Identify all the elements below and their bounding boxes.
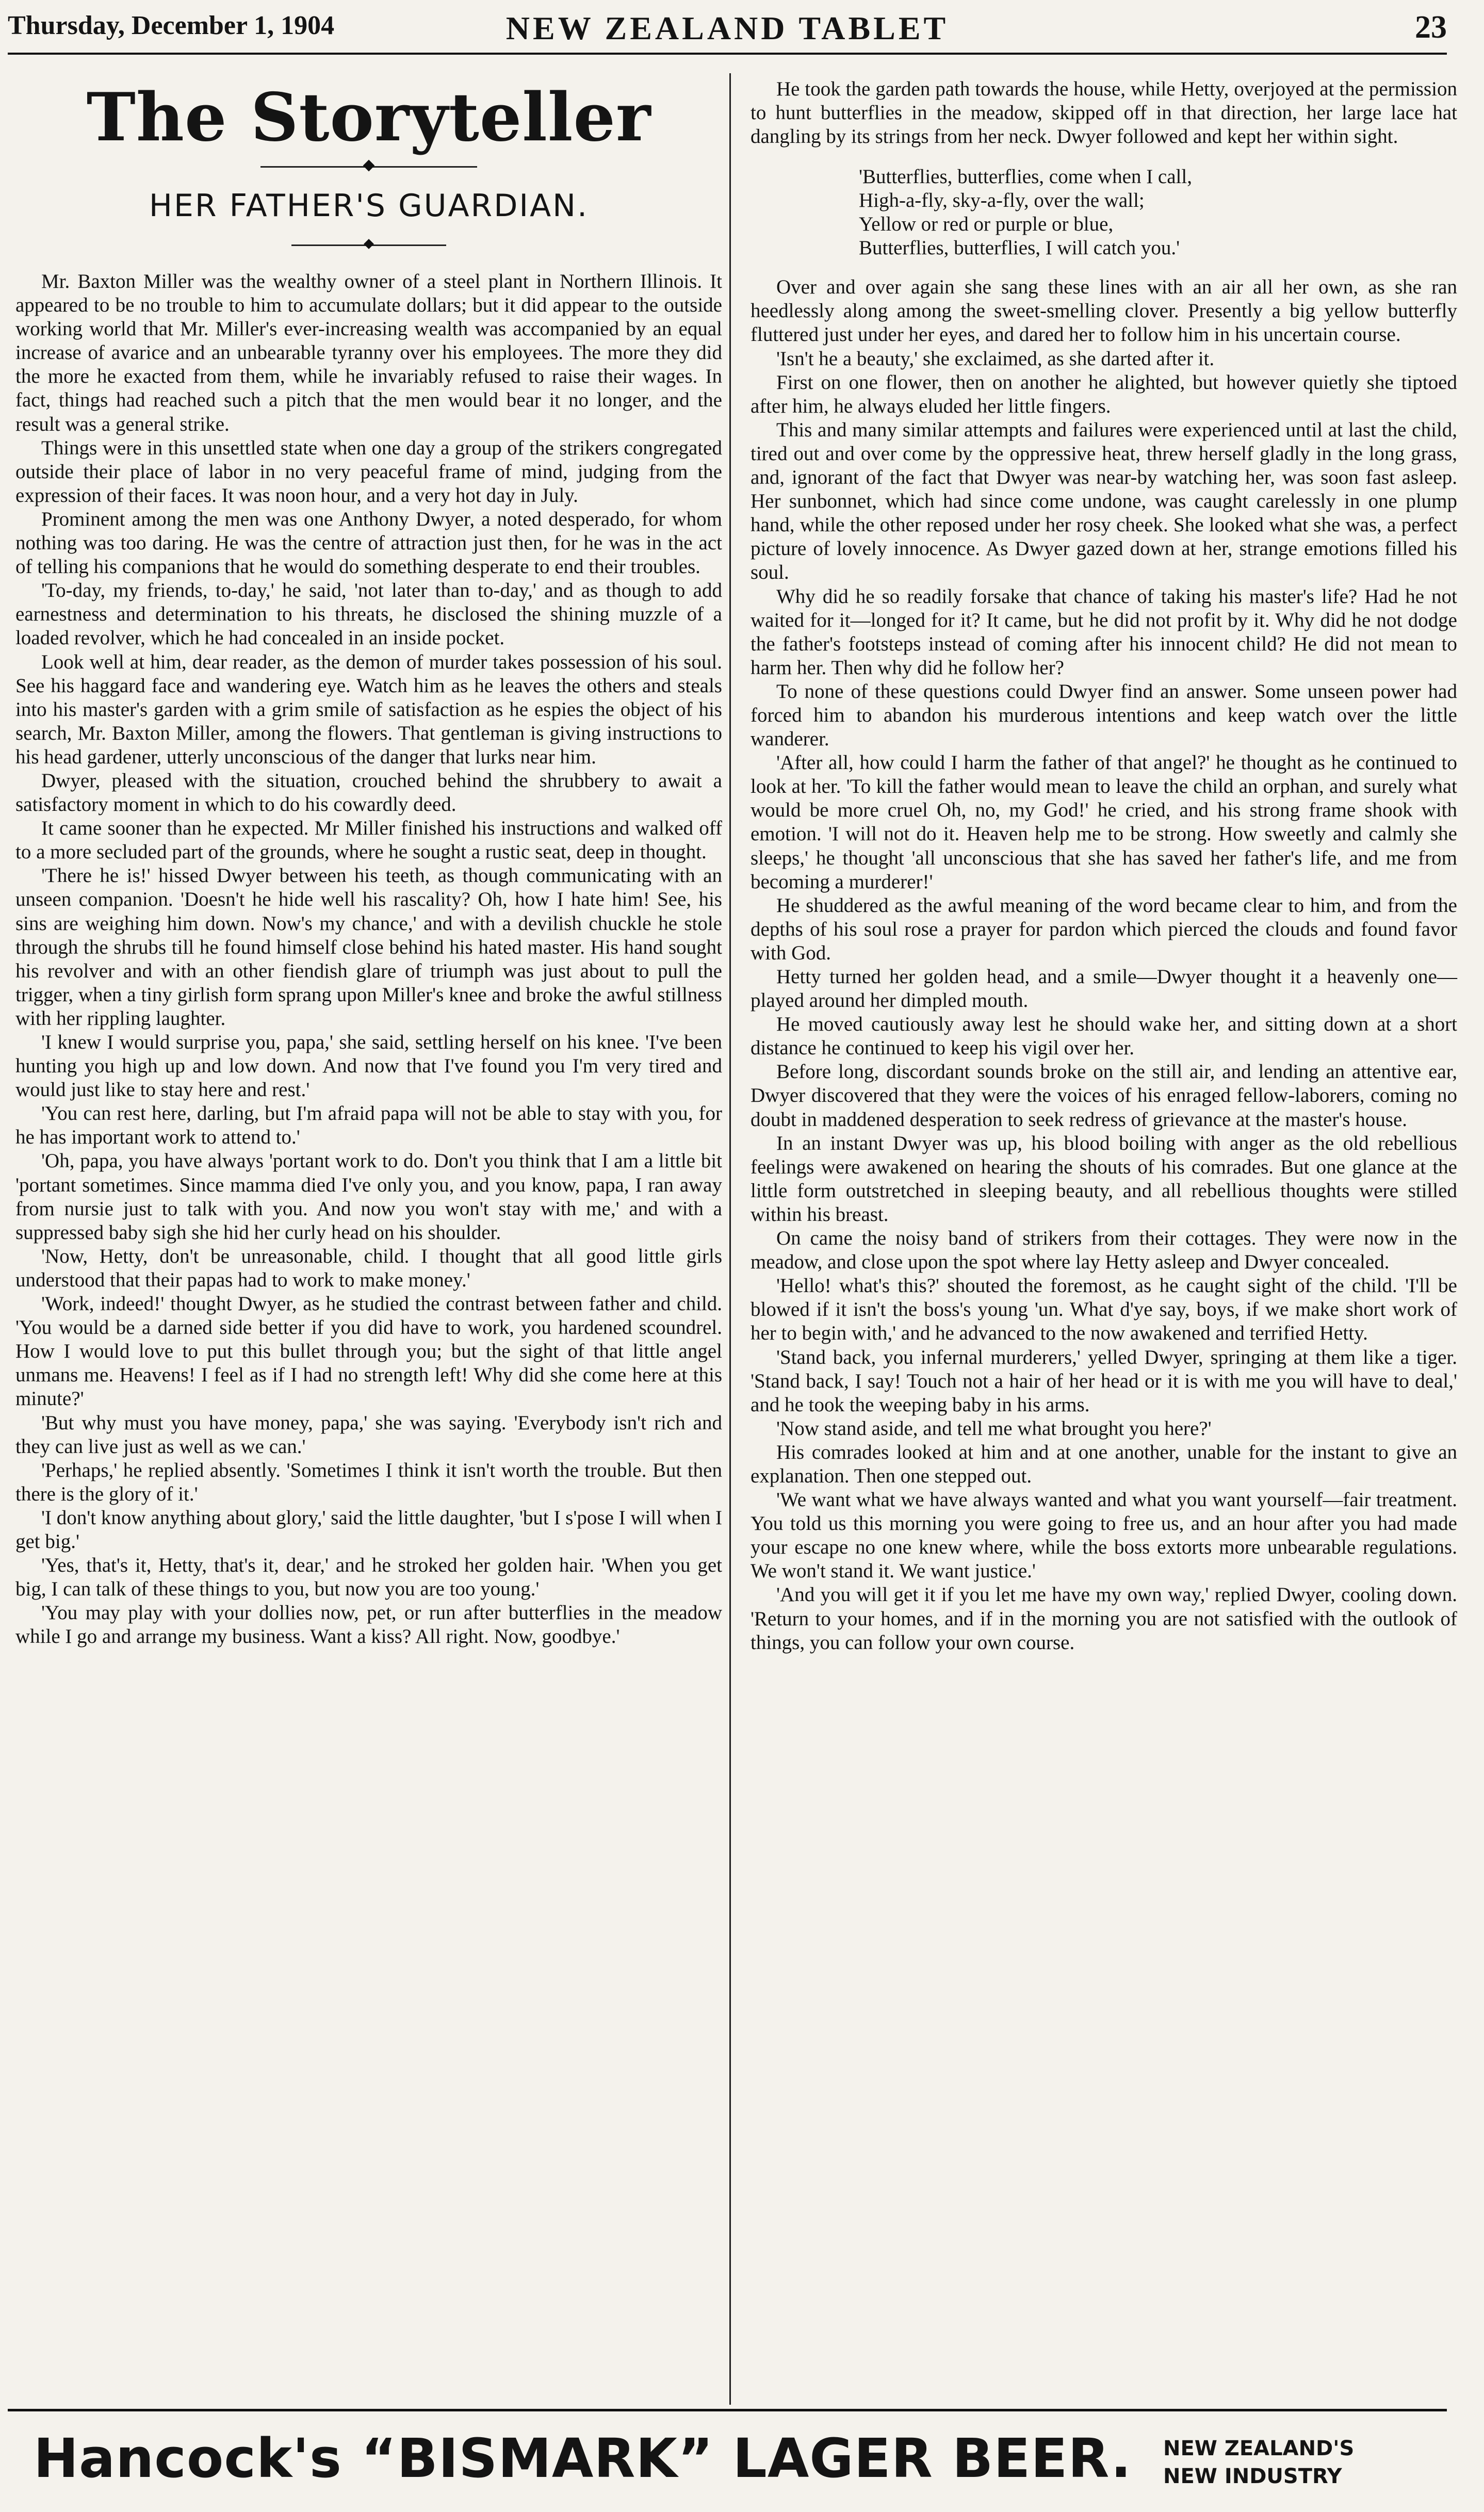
right-paragraphs [751,275,1457,1654]
poem-line: High-a-fly, sky-a-fly, over the wall; [859,189,1145,212]
story-paragraph: 'You may play with your dollies now, pet, or run after butterflies in the meadow while I go and arrange my business. Want a kiss? All right. Now, goodbye.' [15,1602,722,1648]
section-title: The Storyteller [86,79,651,156]
column-divider [729,73,731,2405]
story-paragraph: Before long, discordant sounds broke on the still air, and lending an attentive ear, Dwyer discovered that they were the voices of his enraged fellow-laborers, coming no doubt in maddened desperation to seek redress of grievance at the master's house. [751,1061,1457,1131]
story-paragraph: 'There he is!' hissed Dwyer between his teeth, as though communicating with an unseen companion. 'Doesn't he hide well his rascality? Oh, how I hate him! See, his sins are weighing him down. Now's my chance,' and with a devilish chuckle he stole through the shrubs till he found himself close behind his hated master. His hand sought his revolver and with an other fiendish glare of triumph was just about to pull the trigger, when a tiny girlish form sprang upon Miller's knee and broke the awful stillness with her rippling laughter. [15,864,722,1030]
right-opening-paragraphs [751,77,1457,149]
title-ornament [15,161,722,172]
story-paragraph: 'I knew I would surprise you, papa,' she said, settling herself on his knee. 'I've been hunting you high up and low down. And now that I've found you I'm very tired and would just like to stay here and rest.' [15,1031,722,1101]
tagline-line-1: NEW ZEALAND'S [1163,2437,1355,2460]
left-column [15,75,722,1649]
poem-line: 'Butterflies, butterflies, come when I call, [859,166,1192,188]
story-paragraph: Why did he so readily forsake that chance of taking his master's life? Had he not waited for it—longed for it? It came, but he did not profit by it. Why did he not dodge the father's footsteps instead of coming after his innocent child? He did not mean to harm her. Then why did he follow her? [751,585,1457,679]
page-header [8,9,1447,55]
newspaper-name: NEW ZEALAND TABLET [505,10,949,46]
story-paragraph: 'After all, how could I harm the father of that angel?' he thought as he continued to look at her. 'To kill the father would mean to leave the child an orphan, and surely what would be more cruel Oh, no, my God!' he cried, and his strong frame shook with emotion. 'I will not do it. Heaven help me to be strong. How sweetly and calmly she sleeps,' he thought 'all unconscious that she has saved her father's life, and me from becoming a murderer!' [751,752,1457,893]
issue-date: Thursday, December 1, 1904 [8,11,335,40]
story-paragraph: This and many similar attempts and failures were experienced until at last the child, tired out and over come by the oppressive heat, threw herself gladly in the long grass, and, ignorant of the fact that Dwyer was near-by watching her, was soon fast asleep. Her sunbonnet, which had since come undone, was caught carelessly in one plump hand, while the other reposed under her rosy cheek. She looked what she was, a perfect picture of lovely innocence. As Dwyer gazed down at her, strange emotions filled his soul. [751,418,1457,584]
story-paragraph: 'Work, indeed!' thought Dwyer, as he studied the contrast between father and child. 'You would be a darned side better if you did have to work, you hardened scoundrel. How I would love to put this bullet through you; but the sight of that little angel unmans me. Heavens! I feel as if I had no strength left! Why did she come here at this minute?' [15,1293,722,1410]
story-paragraph: 'Hello! what's this?' shouted the foremost, as he caught sight of the child. 'I'll be blowed if it isn't the boss's young 'un. What d'ye say, boys, if we make short work of her to begin with,' and he advanced to the now awakened and terrified Hetty. [751,1275,1457,1345]
page-number: 23 [1415,10,1447,45]
story-paragraph: On came the noisy band of strikers from their cottages. They were now in the meadow, and close upon the spot where lay Hetty asleep and Dwyer concealed. [751,1227,1457,1274]
story-paragraph: Over and over again she sang these lines with an air all her own, as she ran heedlessly along among the sweet-smelling clover. Presently a big yellow butterfly fluttered just under her eyes, and dared her to follow him in his uncertain course. [751,276,1457,346]
story-title: HER FATHER'S GUARDIAN. [149,188,589,224]
story-paragraph: To none of these questions could Dwyer find an answer. Some unseen power had forced him to abandon his murderous intentions and keep watch over the little wanderer. [751,680,1457,751]
story-paragraph: Hetty turned her golden head, and a smile—Dwyer thought it a heavenly one—played around her dimpled mouth. [751,966,1457,1012]
story-paragraph: Dwyer, pleased with the situation, crouched behind the shrubbery to await a satisfactory moment in which to do his cowardly deed. [15,769,722,816]
story-paragraph: He moved cautiously away lest he should wake her, and sitting down at a short distance he continued to keep his vigil over her. [751,1013,1457,1059]
story-paragraph: 'To-day, my friends, to-day,' he said, 'not later than to-day,' and as though to add earnestness and determination to his threats, he disclosed the shining muzzle of a loaded revolver, which he had concealed in an inside pocket. [15,579,722,649]
tagline-line-2: NEW INDUSTRY [1163,2465,1342,2488]
story-paragraph: 'I don't know anything about glory,' said the little daughter, 'but I s'pose I will when I get big.' [15,1506,722,1553]
story-paragraph: 'But why must you have money, papa,' she was saying. 'Everybody isn't rich and they can live just as well as we can.' [15,1411,722,1458]
story-paragraph: 'We want what we have always wanted and what you want yourself—fair treatment. You told us this morning you were going to free us, and an hour after you had made your escape no one knew where, while the boss extorts more unbearable regulations. We won't stand it. We want justice.' [751,1489,1457,1583]
story-paragraph: First on one flower, then on another he alighted, but however quietly she tiptoed after him, he always eluded her little fingers. [751,371,1457,417]
story-paragraph: 'Yes, that's it, Hetty, that's it, dear,' and he stroked her golden hair. 'When you get big, I can talk of these things to you, but now you are too young.' [15,1554,722,1601]
story-paragraph: 'Oh, papa, you have always 'portant work to do. Don't you think that I am a little bit 'portant sometimes. Since mamma died I've only you, and you know, papa, I ran away from nursie just to talk with you. And now you won't stay with me,' and with a suppressed baby sigh she hid her curly head on his shoulder. [15,1150,722,1244]
story-paragraph: 'Stand back, you infernal murderers,' yelled Dwyer, springing at them like a tiger. 'Stand back, I say! Touch not a hair of her head or it is with me you will have to deal,' and he took the weeping baby in his arms. [751,1346,1457,1416]
poem-line: Yellow or red or purple or blue, [859,213,1114,236]
advertisement-footer [8,2409,1447,2504]
story-paragraph: Things were in this unsettled state when one day a group of the strikers congregated outside their place of labor in no very peaceful frame of mind, judging from the expression of their faces. It was noon hour, and a very hot day in July. [15,436,722,507]
right-column [751,77,1457,1655]
left-paragraphs [15,270,722,1649]
story-paragraph: It came sooner than he expected. Mr Miller finished his instructions and walked off to a more secluded part of the grounds, where he sought a rustic seat, deep in thought. [15,817,722,863]
butterfly-poem [859,165,1457,260]
beer-advertisement: Hancock's “BISMARK” LAGER BEER. [34,2427,1132,2490]
story-paragraph: 'Perhaps,' he replied absently. 'Sometimes I think it isn't worth the trouble. But then there is the glory of it.' [15,1459,722,1505]
story-paragraph: 'You can rest here, darling, but I'm afraid papa will not be able to stay with you, for he has important work to attend to.' [15,1102,722,1149]
poem-line: Butterflies, butterflies, I will catch you.' [859,237,1180,259]
story-paragraph: 'Isn't he a beauty,' she exclaimed, as she darted after it. [776,347,1215,370]
story-paragraph: 'Now, Hetty, don't be unreasonable, child. I thought that all good little girls understood that their papas had to work to make money.' [15,1245,722,1291]
story-paragraph: He shuddered as the awful meaning of the word became clear to him, and from the depths of his soul rose a prayer for pardon which pierced the clouds and found favor with God. [751,894,1457,964]
story-paragraph: In an instant Dwyer was up, his blood boiling with anger as the old rebellious feelings were awakened on hearing the shouts of his comrades. But one glance at the little form outstretched in sleeping beauty, and all rebellious thoughts were stilled within his breast. [751,1132,1457,1226]
subtitle-ornament [15,240,722,250]
story-paragraph: Prominent among the men was one Anthony Dwyer, a noted desperado, for whom nothing was too daring. He was the centre of attraction just then, for he was in the act of telling his companions that he would do something desperate to end their troubles. [15,508,722,578]
story-paragraph: Look well at him, dear reader, as the demon of murder takes possession of his soul. See his haggard face and wandering eye. Watch him as he leaves the others and steals into his master's garden with a grim smile of satisfaction as he espies the object of his search, Mr. Baxton Miller, among the flowers. That gentleman is giving instructions to his head gardener, utterly unconscious of the danger that lurks near him. [15,650,722,768]
story-paragraph: He took the garden path towards the house, while Hetty, overjoyed at the permission to hunt butterflies in the meadow, skipped off in that direction, her large lace hat dangling by its strings from her neck. Dwyer followed and kept her within sight. [751,78,1457,148]
story-paragraph: His comrades looked at him and at one another, unable for the instant to give an explanation. Then one stepped out. [751,1441,1457,1487]
advertisement-tagline [1163,2435,1354,2490]
story-paragraph: 'And you will get it if you let me have my own way,' replied Dwyer, cooling down. 'Return to your homes, and if in the morning you are not satisfied with the outlook of things, you can follow your own course. [751,1584,1457,1654]
story-paragraph: Mr. Baxton Miller was the wealthy owner of a steel plant in Northern Illinois. It appeared to be no trouble to him to accumulate dollars; but it did appear to the outside working world that Mr. Miller's ever-increasing wealth was accompanied by an equal increase of avarice and an unbearable tyranny over his employees. The more they did the more he exacted from them, while he invariably refused to raise their wages. In fact, things had reached such a pitch that the men would bear it no longer, and the result was a general strike. [15,270,722,435]
story-paragraph: 'Now stand aside, and tell me what brought you here?' [776,1417,1212,1440]
